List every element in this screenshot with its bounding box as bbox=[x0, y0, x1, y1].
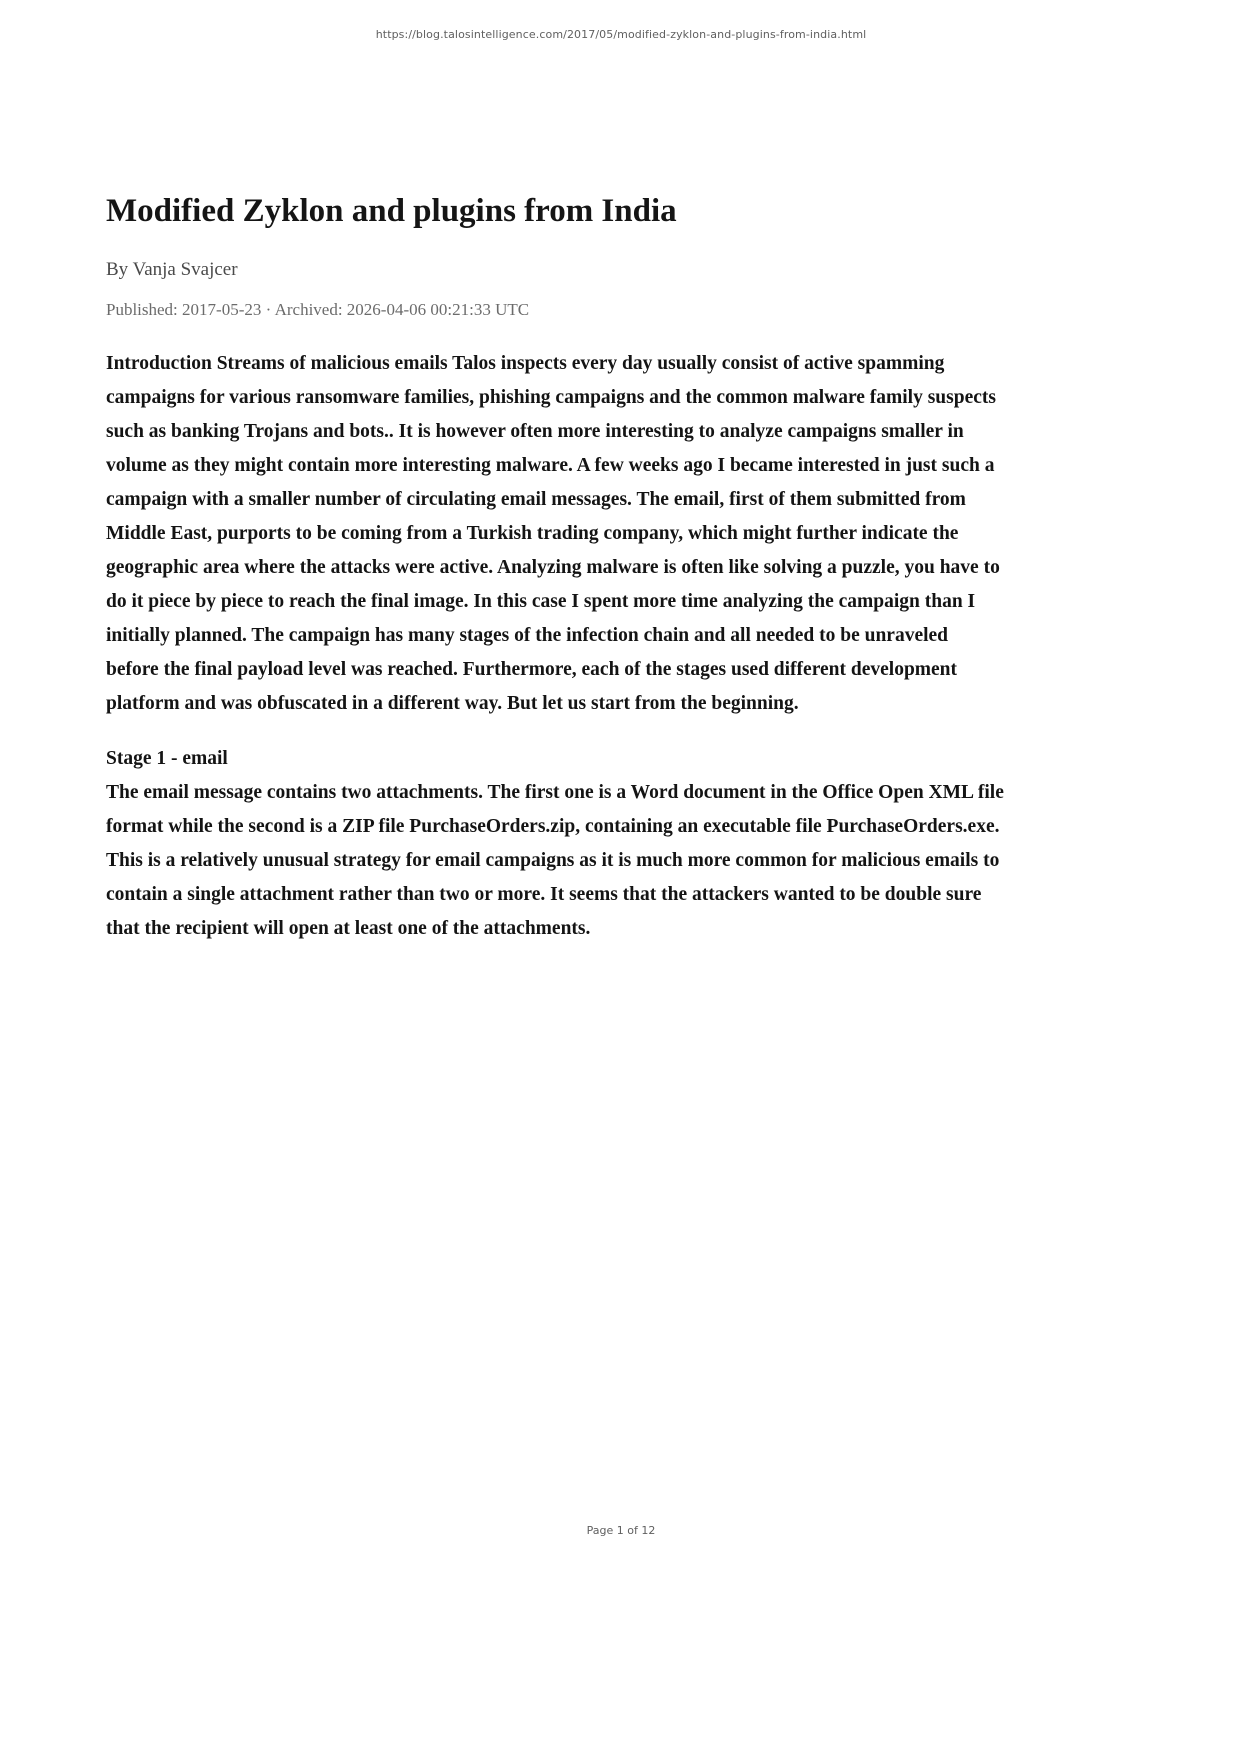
page-header-url: https://blog.talosintelligence.com/2017/05/modified-zyklon-and-plugins-from-india.html bbox=[375, 28, 867, 41]
article-byline: By Vanja Svajcer bbox=[106, 258, 238, 280]
article-content bbox=[106, 0, 1004, 946]
stage1-paragraph: The email message contains two attachments. The first one is a Word document in the Office Open XML file format while the second is a ZIP file PurchaseOrders.zip, containing an executable file PurchaseOrders.exe. This is a relatively unusual strategy for email campaigns as it is much more common for malicious emails to contain a single attachment rather than two or more. It seems that the attackers wanted to be double sure that the recipient will open at least one of the attachments. bbox=[106, 781, 1004, 939]
page-number-footer: Page 1 of 12 bbox=[586, 1524, 656, 1537]
stage1-heading: Stage 1 - email bbox=[106, 747, 228, 769]
intro-paragraph: Introduction Streams of malicious emails Talos inspects every day usually consist of active spamming campaigns for various ransomware families, phishing campaigns and the common malware family suspects such as banking Trojans and bots.. It is however often more interesting to analyze campaigns smaller in volume as they might contain more interesting malware. A few weeks ago I became interested in just such a campaign with a smaller number of circulating email messages. The email, first of them submitted from Middle East, purports to be coming from a Turkish trading company, which might further indicate the geographic area where the attacks were active. Analyzing malware is often like solving a puzzle, you have to do it piece by piece to reach the final image. In this case I spent more time analyzing the campaign than I initially planned. The campaign has many stages of the infection chain and all needed to be unraveled before the final payload level was reached. Furthermore, each of the stages used different development platform and was obfuscated in a different way. But let us start from the beginning. bbox=[106, 352, 1000, 714]
article-meta-published-archived: Published: 2017-05-23 · Archived: 2026-04-06 00:21:33 UTC bbox=[106, 299, 530, 319]
article-title: Modified Zyklon and plugins from India bbox=[106, 193, 677, 229]
